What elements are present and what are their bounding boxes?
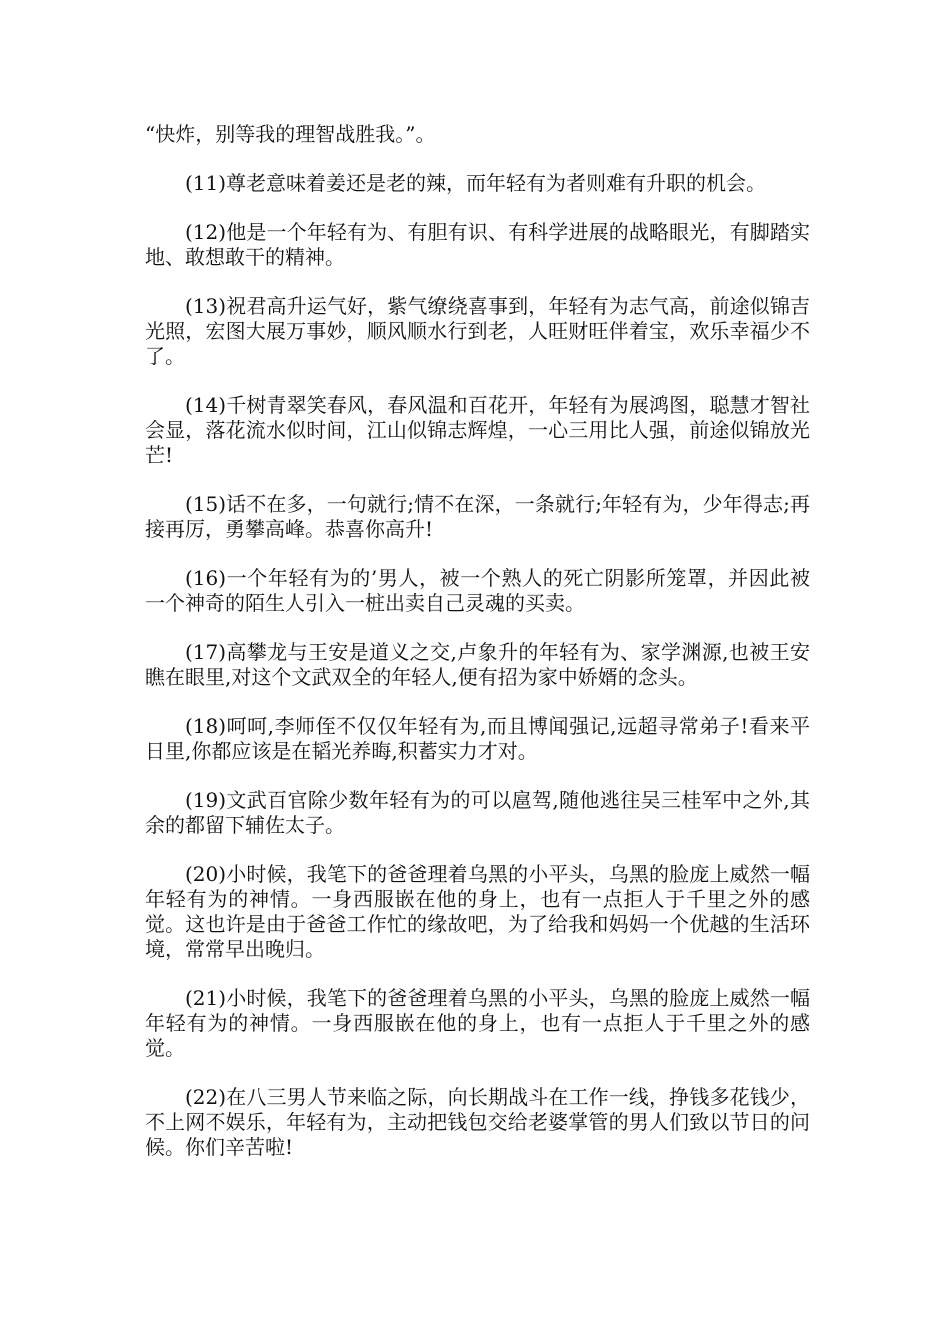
- paragraph-14: (14)千树青翠笑春风，春风温和百花开，年轻有为展鸿图，聪慧才智社会显，落花流水似时间，江山似锦志辉煌，一心三用比人强，前途似锦放光芒!: [145, 393, 810, 467]
- paragraph-15: (15)话不在多，一句就行;情不在深，一条就行;年轻有为，少年得志;再接再厉，勇攀高峰。恭喜你高升!: [145, 492, 810, 541]
- paragraph-19: (19)文武百官除少数年轻有为的可以扈驾,随他逃往吴三桂军中之外,其余的都留下辅佐太子。: [145, 788, 810, 837]
- paragraph-11: (11)尊老意味着姜还是老的辣，而年轻有为者则难有升职的机会。: [185, 171, 767, 195]
- paragraph-18: (18)呵呵,李师侄不仅仅年轻有为,而且博闻强记,远超寻常弟子!看来平日里,你都应该是在韬光养晦,积蓄实力才对。: [145, 714, 810, 763]
- paragraph-20: (20)小时候，我笔下的爸爸理着乌黑的小平头，乌黑的脸庞上威然一幅年轻有为的神情。一身西服嵌在他的身上，也有一点拒人于千里之外的感觉。这也许是由于爸爸工作忙的缘故吧，为了给我和妈妈一个优越的生活环境，常常早出晚归。: [145, 862, 810, 961]
- paragraph-continuation: “快炸，别等我的理智战胜我。”。: [145, 122, 436, 146]
- paragraph-17: (17)高攀龙与王安是道义之交,卢象升的年轻有为、家学渊源,也被王安瞧在眼里,对这个文武双全的年轻人,便有招为家中娇婿的念头。: [145, 640, 810, 689]
- paragraph-12: (12)他是一个年轻有为、有胆有识、有科学进展的战略眼光，有脚踏实地、敢想敢干的精神。: [145, 220, 810, 269]
- paragraph-22: (22)在八三男人节来临之际，向长期战斗在工作一线，挣钱多花钱少，不上网不娱乐，年轻有为，主动把钱包交给老婆掌管的男人们致以节日的问候。你们辛苦啦!: [145, 1085, 810, 1159]
- paragraph-21: (21)小时候，我笔下的爸爸理着乌黑的小平头，乌黑的脸庞上威然一幅年轻有为的神情。一身西服嵌在他的身上，也有一点拒人于千里之外的感觉。: [145, 986, 810, 1060]
- paragraph-13: (13)祝君高升运气好，紫气缭绕喜事到，年轻有为志气高，前途似锦吉光照，宏图大展万事妙，顺风顺水行到老，人旺财旺伴着宝，欢乐幸福少不了。: [145, 294, 810, 368]
- document-body: [145, 122, 810, 1184]
- paragraph-16: (16)一个年轻有为的’男人，被一个熟人的死亡阴影所笼罩，并因此被一个神奇的陌生人引入一桩出卖自己灵魂的买卖。: [145, 566, 810, 615]
